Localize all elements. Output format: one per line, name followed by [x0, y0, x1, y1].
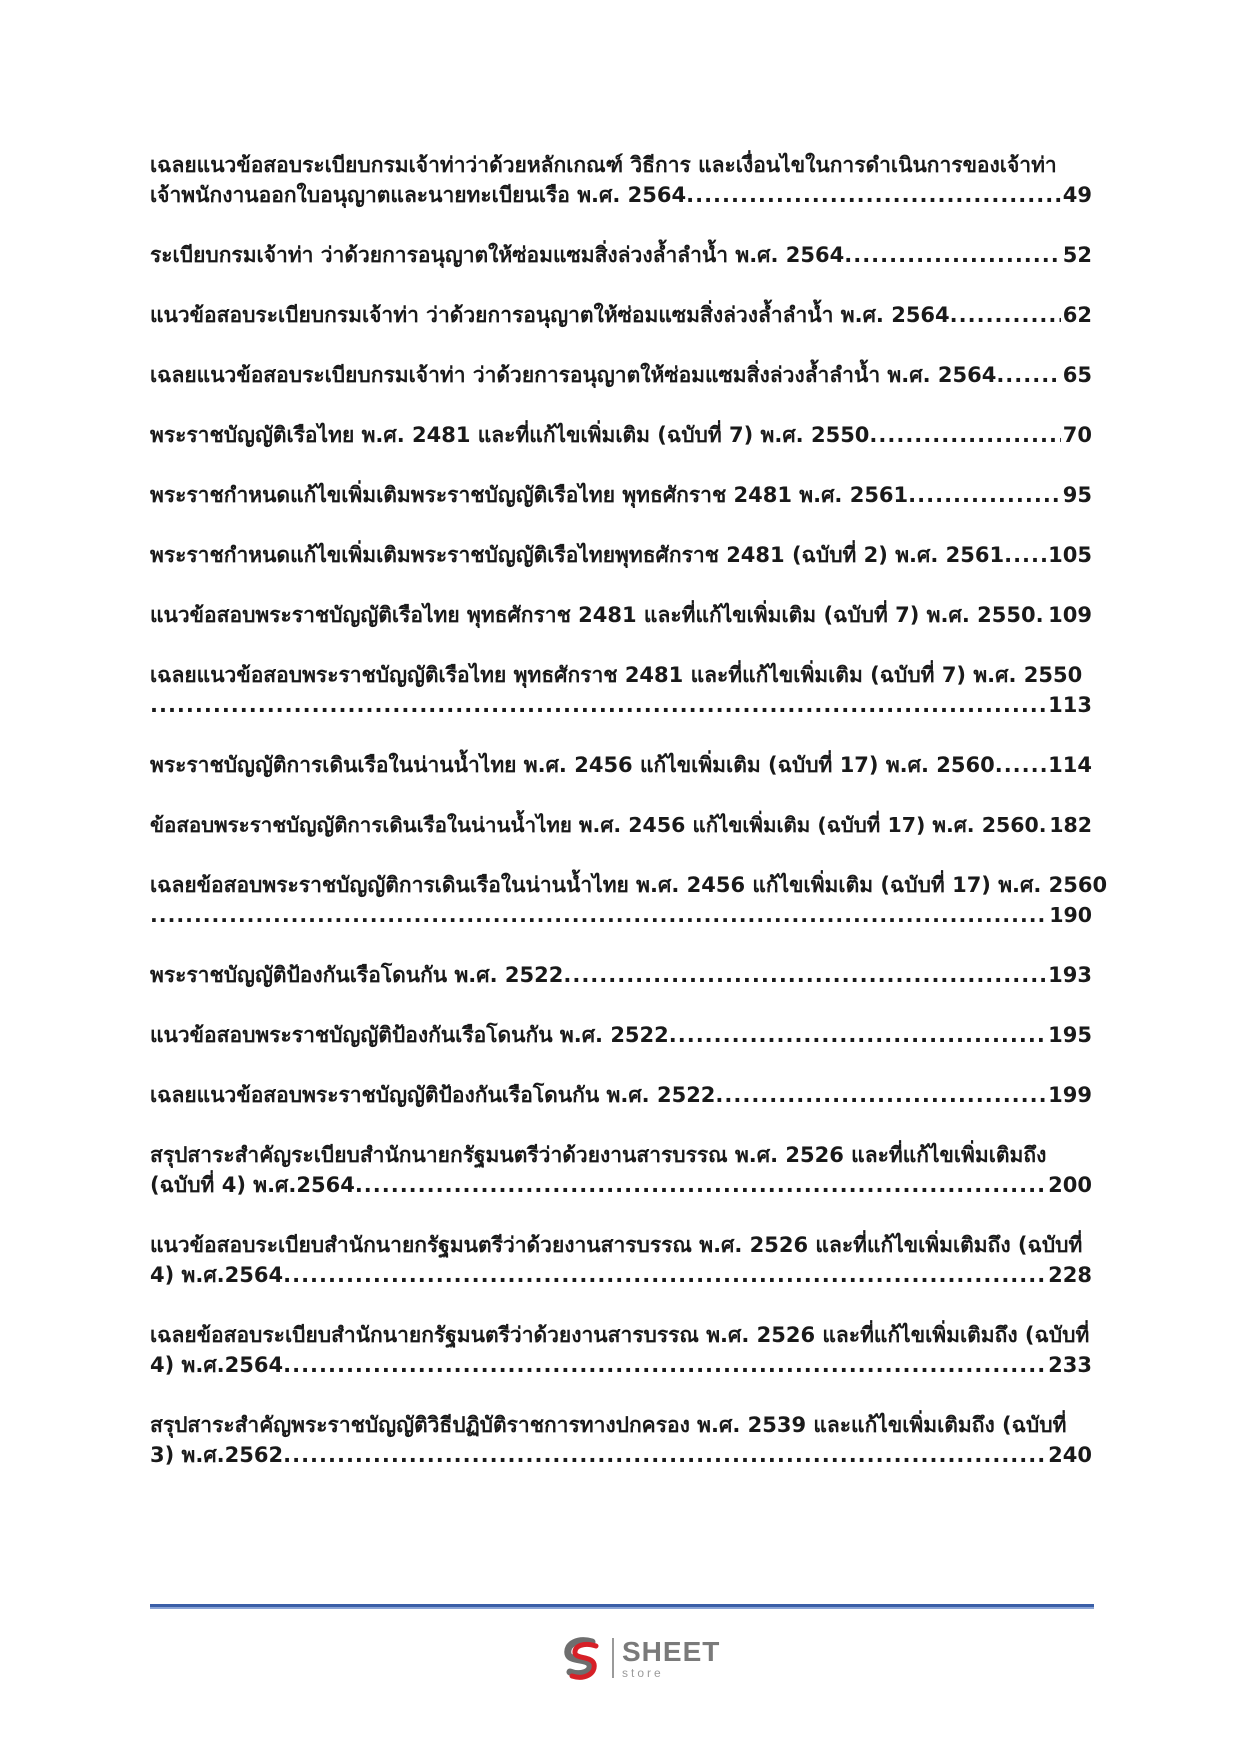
toc-entry-title-line: เฉลยข้อสอบพระราชบัญญัติการเดินเรือในน่านน้ำไทย พ.ศ. 2456 แก้ไขเพิ่มเติม (ฉบับที่ 17) พ.ศ. 2560	[150, 873, 1108, 897]
dot-leader	[563, 960, 1046, 990]
footer-rule	[150, 1604, 1094, 1609]
toc-entry[interactable]	[150, 660, 1092, 720]
dot-leader	[686, 180, 1061, 210]
dot-leader	[1039, 810, 1047, 840]
toc-page-number: 105	[1048, 543, 1092, 567]
sheet-store-logo	[558, 1632, 720, 1684]
dot-leader	[995, 750, 1046, 780]
toc-entry-title-line: สรุปสาระสำคัญระเบียบสำนักนายกรัฐมนตรีว่าด้วยงานสารบรรณ พ.ศ. 2526 และที่แก้ไขเพิ่มเติมถึง	[150, 1143, 1047, 1167]
toc-page-number: 49	[1062, 183, 1092, 207]
toc-page-number: 233	[1048, 1353, 1092, 1377]
toc-page-number: 52	[1062, 243, 1092, 267]
toc-page-number: 109	[1048, 603, 1092, 627]
toc-entry[interactable]	[150, 750, 1092, 780]
toc-entry-title: 4) พ.ศ.2564	[150, 1263, 284, 1287]
toc-page-number: 95	[1062, 483, 1092, 507]
toc-entry-title: พระราชบัญญัติเรือไทย พ.ศ. 2481 และที่แก้ไขเพิ่มเติม (ฉบับที่ 7) พ.ศ. 2550	[150, 423, 870, 447]
dot-leader	[1004, 540, 1046, 570]
toc-entry-title: เฉลยแนวข้อสอบระเบียบกรมเจ้าท่า ว่าด้วยการอนุญาตให้ซ่อมแซมสิ่งล่วงล้ำลำน้ำ พ.ศ. 2564	[150, 363, 997, 387]
toc-entry-title: พระราชกำหนดแก้ไขเพิ่มเติมพระราชบัญญัติเรือไทยพุทธศักราช 2481 (ฉบับที่ 2) พ.ศ. 2561	[150, 543, 1005, 567]
toc-entry-title: ระเบียบกรมเจ้าท่า ว่าด้วยการอนุญาตให้ซ่อมแซมสิ่งล่วงล้ำลำน้ำ พ.ศ. 2564	[150, 243, 845, 267]
logo-divider	[612, 1638, 614, 1678]
toc-page-number: 65	[1062, 363, 1092, 387]
table-of-contents	[150, 150, 1108, 1500]
toc-entry-title: เฉลยแนวข้อสอบพระราชบัญญัติป้องกันเรือโดนกัน พ.ศ. 2522	[150, 1083, 716, 1107]
toc-entry-title-line: เฉลยแนวข้อสอบระเบียบกรมเจ้าท่าว่าด้วยหลักเกณฑ์ วิธีการ และเงื่อนไขในการดำเนินการของเจ้าท่า	[150, 153, 1057, 177]
dot-leader	[715, 1080, 1046, 1110]
toc-page-number: 240	[1048, 1443, 1092, 1467]
toc-page-number: 199	[1048, 1083, 1092, 1107]
dot-leader	[283, 1440, 1046, 1470]
toc-entry[interactable]	[150, 1410, 1092, 1470]
logo-subtext: store	[622, 1665, 664, 1680]
toc-entry[interactable]	[150, 420, 1092, 450]
toc-entry-title: พระราชบัญญัติป้องกันเรือโดนกัน พ.ศ. 2522	[150, 963, 564, 987]
toc-entry[interactable]	[150, 540, 1092, 570]
dot-leader	[150, 900, 1047, 930]
toc-page-number: 200	[1048, 1173, 1092, 1197]
dot-leader	[996, 360, 1060, 390]
dot-leader	[1036, 600, 1047, 630]
toc-entry-title: แนวข้อสอบพระราชบัญญัติเรือไทย พุทธศักราช 2481 และที่แก้ไขเพิ่มเติม (ฉบับที่ 7) พ.ศ. 2550	[150, 603, 1036, 627]
toc-entry[interactable]	[150, 1140, 1092, 1200]
dot-leader	[950, 300, 1061, 330]
toc-page-number: 182	[1049, 813, 1092, 837]
toc-entry-title: 3) พ.ศ.2562	[150, 1443, 284, 1467]
dot-leader	[844, 240, 1061, 270]
toc-entry-title: (ฉบับที่ 4) พ.ศ.2564	[150, 1173, 355, 1197]
toc-entry[interactable]	[150, 1230, 1092, 1290]
toc-entry-title: 4) พ.ศ.2564	[150, 1353, 284, 1377]
sheet-logo-icon	[558, 1634, 606, 1682]
toc-entry-title: แนวข้อสอบพระราชบัญญัติป้องกันเรือโดนกัน พ.ศ. 2522	[150, 1023, 669, 1047]
toc-entry-title-line: สรุปสาระสำคัญพระราชบัญญัติวิธีปฏิบัติราชการทางปกครอง พ.ศ. 2539 และแก้ไขเพิ่มเติมถึง (ฉบับที่	[150, 1413, 1067, 1437]
toc-entry-title: เจ้าพนักงานออกใบอนุญาตและนายทะเบียนเรือ พ.ศ. 2564	[150, 183, 687, 207]
toc-entry[interactable]	[150, 870, 1108, 930]
toc-entry[interactable]	[150, 300, 1092, 330]
toc-entry[interactable]	[150, 1080, 1092, 1110]
toc-page-number: 62	[1062, 303, 1092, 327]
dot-leader	[283, 1350, 1046, 1380]
toc-entry[interactable]	[150, 240, 1092, 270]
toc-page-number: 195	[1048, 1023, 1092, 1047]
toc-page-number: 228	[1048, 1263, 1092, 1287]
toc-entry[interactable]	[150, 1320, 1092, 1380]
toc-entry-title-line: แนวข้อสอบระเบียบสำนักนายกรัฐมนตรีว่าด้วยงานสารบรรณ พ.ศ. 2526 และที่แก้ไขเพิ่มเติมถึง (ฉบับที่	[150, 1233, 1083, 1257]
toc-entry-title: พระราชกำหนดแก้ไขเพิ่มเติมพระราชบัญญัติเรือไทย พุทธศักราช 2481 พ.ศ. 2561	[150, 483, 909, 507]
toc-entry-title-line: เฉลยข้อสอบระเบียบสำนักนายกรัฐมนตรีว่าด้วยงานสารบรรณ พ.ศ. 2526 และที่แก้ไขเพิ่มเติมถึง (ฉบับที่	[150, 1323, 1090, 1347]
dot-leader	[283, 1260, 1046, 1290]
toc-entry-title: ข้อสอบพระราชบัญญัติการเดินเรือในน่านน้ำไทย พ.ศ. 2456 แก้ไขเพิ่มเติม (ฉบับที่ 17) พ.ศ. 2560	[150, 813, 1039, 837]
toc-entry[interactable]	[150, 810, 1092, 840]
dot-leader	[908, 480, 1061, 510]
logo-text: SHEET	[622, 1635, 721, 1667]
toc-entry[interactable]	[150, 150, 1092, 210]
toc-entry-title: แนวข้อสอบระเบียบกรมเจ้าท่า ว่าด้วยการอนุญาตให้ซ่อมแซมสิ่งล่วงล้ำลำน้ำ พ.ศ. 2564	[150, 303, 950, 327]
dot-leader	[869, 420, 1060, 450]
toc-entry-title-line: เฉลยแนวข้อสอบพระราชบัญญัติเรือไทย พุทธศักราช 2481 และที่แก้ไขเพิ่มเติม (ฉบับที่ 7) พ.ศ. 2550	[150, 663, 1083, 687]
dot-leader	[150, 690, 1046, 720]
toc-page-number: 70	[1062, 423, 1092, 447]
toc-entry-title: พระราชบัญญัติการเดินเรือในน่านน้ำไทย พ.ศ. 2456 แก้ไขเพิ่มเติม (ฉบับที่ 17) พ.ศ. 2560	[150, 753, 995, 777]
toc-page-number: 114	[1048, 753, 1092, 777]
dot-leader	[669, 1020, 1046, 1050]
toc-entry[interactable]	[150, 480, 1092, 510]
toc-entry[interactable]	[150, 360, 1092, 390]
toc-page-number: 113	[1048, 693, 1092, 717]
toc-page-number: 193	[1048, 963, 1092, 987]
toc-entry[interactable]	[150, 960, 1092, 990]
toc-entry[interactable]	[150, 600, 1092, 630]
toc-entry[interactable]	[150, 1020, 1092, 1050]
dot-leader	[355, 1170, 1046, 1200]
toc-page-number: 190	[1049, 903, 1092, 927]
